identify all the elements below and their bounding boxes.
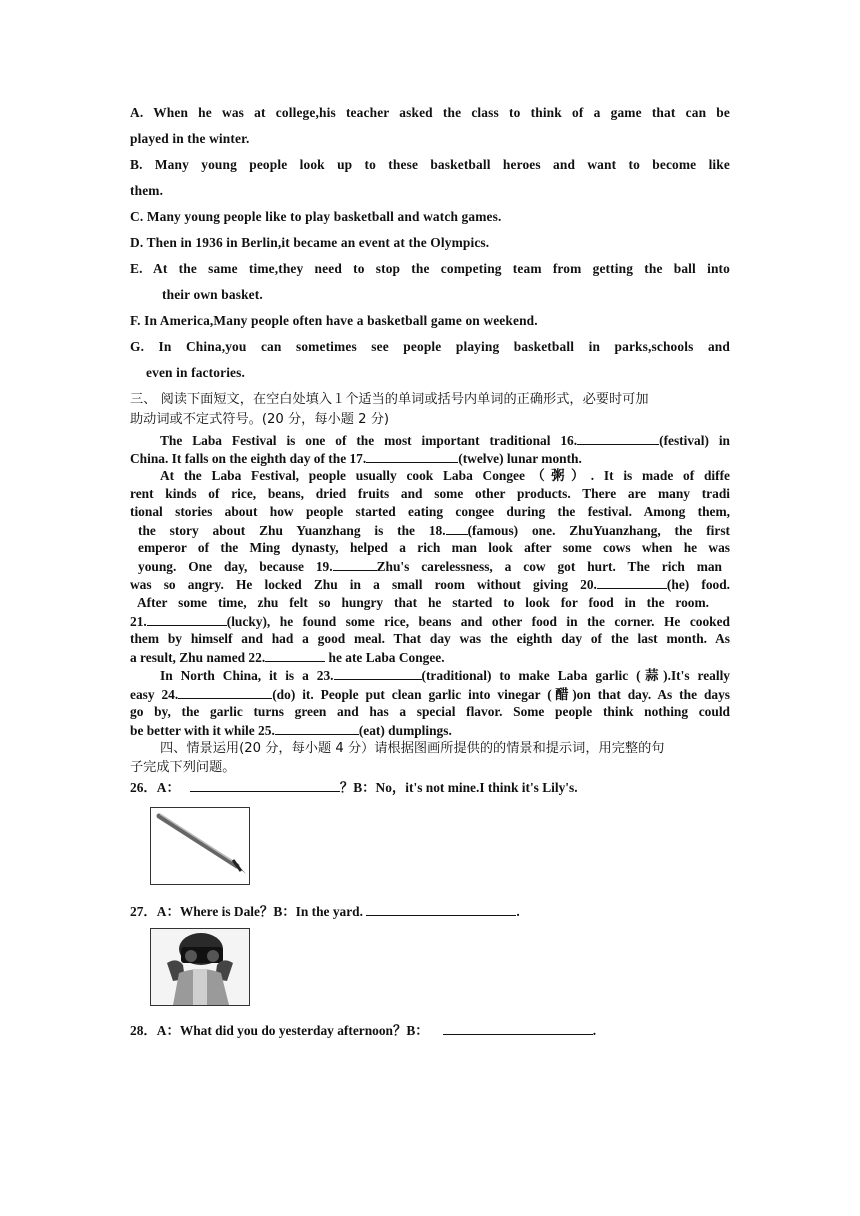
option-f: F. In America,Many people often have a basketball game on weekend. (130, 313, 538, 328)
blank-20[interactable] (597, 575, 667, 589)
blank-17[interactable] (366, 449, 458, 463)
option-c: C. Many young people like to play basketball and watch games. (130, 209, 502, 224)
section3-heading-line1: 三、 阅读下面短文，在空白处填入１个适当的单词或括号内单词的正确形式，必要时可加 (130, 392, 649, 407)
passage-line-6: the story about Zhu Yuanzhang is the 18. (famous) one. ZhuYuanzhang, the first (138, 523, 730, 538)
question-27: 27．A：Where is Dale？B：In the yard. . (130, 904, 520, 919)
answer-28-blank[interactable] (443, 1021, 593, 1035)
blank-24[interactable] (178, 685, 272, 699)
passage-line-10: After some time, zhu felt so hungry that he started to look for food in the room. (137, 595, 709, 610)
passage-line-16: go by, the garlic turns green and has a special flavor. Some people think nothing could (130, 704, 730, 719)
blank-18[interactable] (446, 521, 468, 535)
passage-line-17: be better with it while 25. (eat) dumplings. (130, 723, 452, 738)
answer-26-blank[interactable] (190, 778, 340, 792)
section3-heading-line2: 助动词或不定式符号。(20 分，每小题 2 分) (130, 412, 390, 427)
question-26: 26．A： ？B：No，it's not mine.I think it's Lily's. (130, 780, 578, 795)
option-g-line2: even in factories. (146, 365, 246, 380)
option-e-line2: their own basket. (162, 287, 263, 302)
blank-23[interactable] (334, 666, 422, 680)
blank-16[interactable] (577, 431, 659, 445)
answer-27-blank[interactable] (366, 902, 516, 916)
pencil-picture (150, 807, 250, 885)
passage-line-11: 21. (lucky), he found some rice, beans and other food in the corner. He cooked (130, 614, 730, 629)
option-b-line1: B. Many young people look up to these basketball heroes and want to become like (130, 157, 730, 172)
option-b-line2: them. (130, 183, 164, 198)
passage-line-13: a result, Zhu named 22. he ate Laba Congee. (130, 650, 445, 665)
section4-heading-line2: 子完成下列问题。 (130, 760, 236, 775)
passage-line-14: In North China, it is a 23. (traditional) to make Laba garlic (蒜).It's really (160, 668, 730, 683)
passage-line-1: The Laba Festival is one of the most important traditional 16. (festival) in (160, 433, 731, 448)
option-d: D. Then in 1936 in Berlin,it became an event at the Olympics. (130, 235, 490, 250)
passage-line-4: rent kinds of rice, beans, dried fruits and some other products. There are many tradi (130, 486, 730, 501)
blank-21[interactable] (147, 612, 227, 626)
camera-person-icon (151, 929, 249, 1005)
option-g-line1: G. In China,you can sometimes see people playing basketball in parks,schools and (130, 339, 730, 354)
blank-22[interactable] (265, 648, 325, 662)
passage-line-9: was so angry. He locked Zhu in a small room without giving 20. (he) food. (130, 577, 731, 592)
blank-19[interactable] (333, 557, 377, 571)
passage-line-12: them by himself and had a good meal. That day was the eighth day of the last month. As (130, 631, 730, 646)
photographer-picture (150, 928, 250, 1006)
blank-25[interactable] (275, 721, 359, 735)
option-a-line2: played in the winter. (130, 131, 250, 146)
passage-line-2: China. It falls on the eighth day of the 17. (twelve) lunar month. (130, 451, 582, 466)
section4-heading-line1: 四、情景运用(20 分，每小题 4 分）请根据图画所提供的的情景和提示词，用完整的句 (160, 741, 665, 756)
option-e-line1: E. At the same time,they need to stop the competing team from getting the ball into (130, 261, 730, 276)
option-a-line1: A. When he was at college,his teacher asked the class to think of a game that can be (130, 105, 730, 120)
pencil-icon (151, 808, 249, 884)
passage-line-3: At the Laba Festival, people usually cook Laba Congee（粥）. It is made of diffe (160, 468, 730, 483)
passage-line-15: easy 24. (do) it. People put clean garlic into vinegar (醋)on that day. As the days (130, 687, 730, 702)
passage-line-8: young. One day, because 19. Zhu's carelessness, a cow got hurt. The rich man (138, 559, 722, 574)
question-28: 28．A：What did you do yesterday afternoon？B： . (130, 1023, 597, 1038)
passage-line-5: tional stories about how people started eating congee during the festival. Among them, (130, 504, 730, 519)
passage-line-7: emperor of the Ming dynasty, helped a rich man look after some cows when he was (138, 540, 730, 555)
